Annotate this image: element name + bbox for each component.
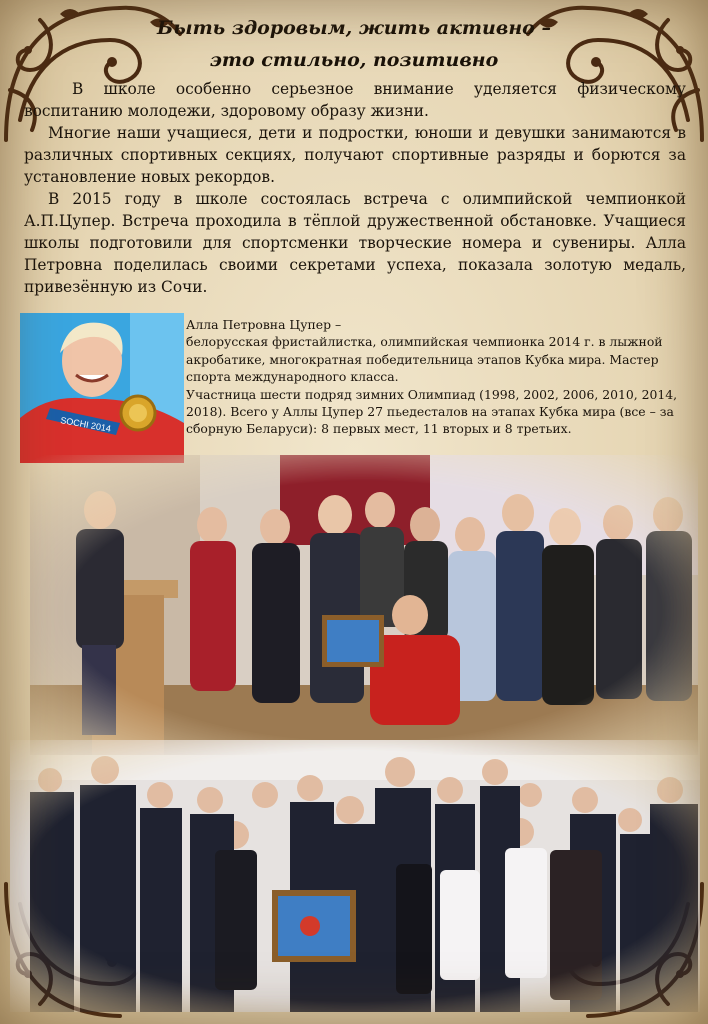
bio-description: белорусская фристайлистка, олимпийская чемпионка 2014 г. в лыжной акробатике, многократная победительница этапов Кубка мира. Мастер спорта международного класса. bbox=[186, 334, 663, 385]
bio-olympics: Участница шести подряд зимних Олимпиад (1998, 2002, 2006, 2010, 2014, 2018). Всего у Аллы Цупер 27 пьедесталов на этапах Кубка мира (все – за сборную Беларуси): 8 первых мест, 11 вторых и 8 третьих. bbox=[186, 386, 678, 437]
page-title-line-1: Быть здоровым, жить активно – bbox=[157, 17, 551, 39]
paragraph-champion-meeting: В 2015 году в школе состоялась встреча с олимпийской чемпионкой А.П.Цупер. Встреча проходила в тёплой дружественной обстановке. Учащиеся школы подготовили для спортсменки творческие номера и сувениры. Алла Петровна поделилась своими секретами успеха, показала золотую медаль, привезённую из Сочи. bbox=[24, 190, 686, 296]
champion-bio bbox=[186, 316, 694, 438]
paragraph-intro: В школе особенно серьезное внимание уделяется физическому воспитанию молодежи, здоровому образу жизни. bbox=[24, 80, 686, 120]
group-photo-students bbox=[10, 740, 700, 1012]
paragraph-sports-sections: Многие наши учащиеся, дети и подростки, юноши и девушки занимаются в различных спортивных секциях, получают спортивные разряды и борются за установление новых рекордов. bbox=[24, 124, 686, 186]
bio-name: Алла Петровна Цупер – bbox=[186, 317, 342, 332]
article-body bbox=[24, 78, 686, 298]
group-photo-teachers bbox=[30, 455, 698, 755]
page-title-line-2: это стильно, позитивно bbox=[209, 49, 499, 71]
champion-portrait-photo bbox=[20, 313, 184, 463]
portrait-banner-text: SOCHI 2014 bbox=[59, 415, 112, 434]
